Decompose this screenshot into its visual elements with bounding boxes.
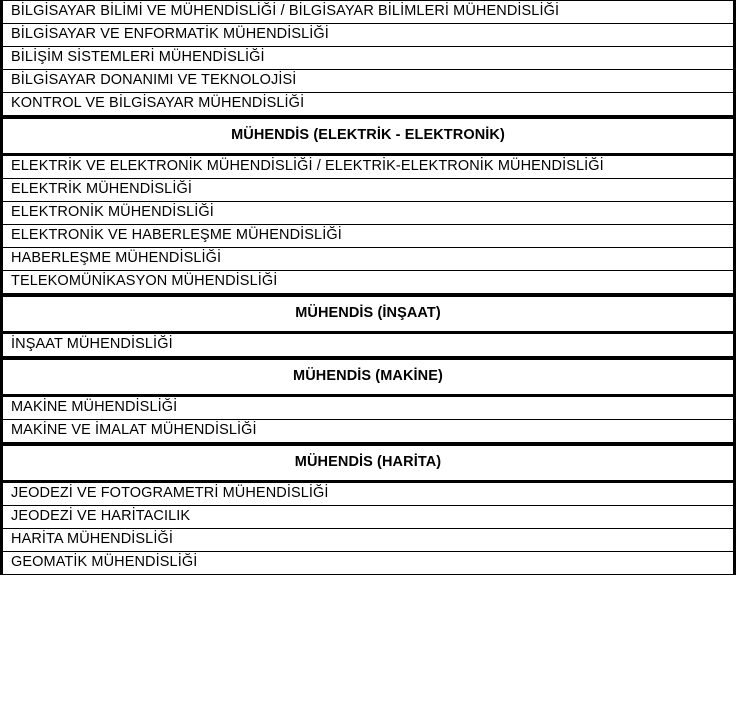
program-name-label: TELEKOMÜNİKASYON MÜHENDİSLİĞİ — [11, 273, 278, 289]
table-row — [0, 506, 736, 529]
program-name-label: ELEKTRİK MÜHENDİSLİĞİ — [11, 181, 192, 197]
section-header-label: MÜHENDİS (HARİTA) — [294, 454, 442, 470]
table-row — [0, 179, 736, 202]
table-row — [0, 552, 736, 575]
section-header-label: MÜHENDİS (MAKİNE) — [293, 368, 443, 384]
program-name-label: HABERLEŞME MÜHENDİSLİĞİ — [11, 250, 222, 266]
program-name-label: MAKİNE MÜHENDİSLİĞİ — [11, 399, 178, 415]
program-name-label: BİLGİSAYAR BİLİMİ VE MÜHENDİSLİĞİ / BİLGİSAYAR BİLİMLERİ MÜHENDİSLİĞİ — [11, 3, 560, 19]
program-name-label: ELEKTRİK VE ELEKTRONİK MÜHENDİSLİĞİ / ELEKTRİK-ELEKTRONİK MÜHENDİSLİĞİ — [11, 158, 604, 174]
table-row — [0, 334, 736, 357]
program-name-label: İNŞAAT MÜHENDİSLİĞİ — [11, 336, 173, 352]
table-row — [0, 248, 736, 271]
table-row — [0, 202, 736, 225]
table-row — [0, 271, 736, 294]
table-row — [0, 225, 736, 248]
program-name-label: JEODEZİ VE HARİTACILIK — [11, 508, 191, 524]
table-row — [0, 483, 736, 506]
program-name-label: KONTROL VE BİLGİSAYAR MÜHENDİSLİĞİ — [11, 95, 305, 111]
program-name-label: BİLGİSAYAR DONANIMI VE TEKNOLOJİSİ — [11, 72, 297, 88]
section-header-label: MÜHENDİS (İNŞAAT) — [295, 305, 441, 321]
table-row — [0, 24, 736, 47]
table-row — [0, 93, 736, 116]
table-row — [0, 156, 736, 179]
table-section-header-row — [0, 294, 736, 334]
program-name-label: BİLGİSAYAR VE ENFORMATİK MÜHENDİSLİĞİ — [11, 26, 329, 42]
program-name-label: MAKİNE VE İMALAT MÜHENDİSLİĞİ — [11, 422, 257, 438]
program-name-label: ELEKTRONİK VE HABERLEŞME MÜHENDİSLİĞİ — [11, 227, 342, 243]
table-row — [0, 529, 736, 552]
program-name-label: ELEKTRONİK MÜHENDİSLİĞİ — [11, 204, 214, 220]
program-name-label: BİLİŞİM SİSTEMLERİ MÜHENDİSLİĞİ — [11, 49, 265, 65]
table-section-header-row — [0, 443, 736, 483]
table-row — [0, 420, 736, 443]
table-section-header-row — [0, 116, 736, 156]
program-name-label: JEODEZİ VE FOTOGRAMETRİ MÜHENDİSLİĞİ — [11, 485, 329, 501]
table-row — [0, 47, 736, 70]
table-row — [0, 0, 736, 24]
program-name-label: HARİTA MÜHENDİSLİĞİ — [11, 531, 173, 547]
program-name-label: GEOMATİK MÜHENDİSLİĞİ — [11, 554, 198, 570]
table-row — [0, 397, 736, 420]
section-header-label: MÜHENDİS (ELEKTRİK - ELEKTRONİK) — [231, 127, 505, 143]
table-section-header-row — [0, 357, 736, 397]
table-row — [0, 70, 736, 93]
